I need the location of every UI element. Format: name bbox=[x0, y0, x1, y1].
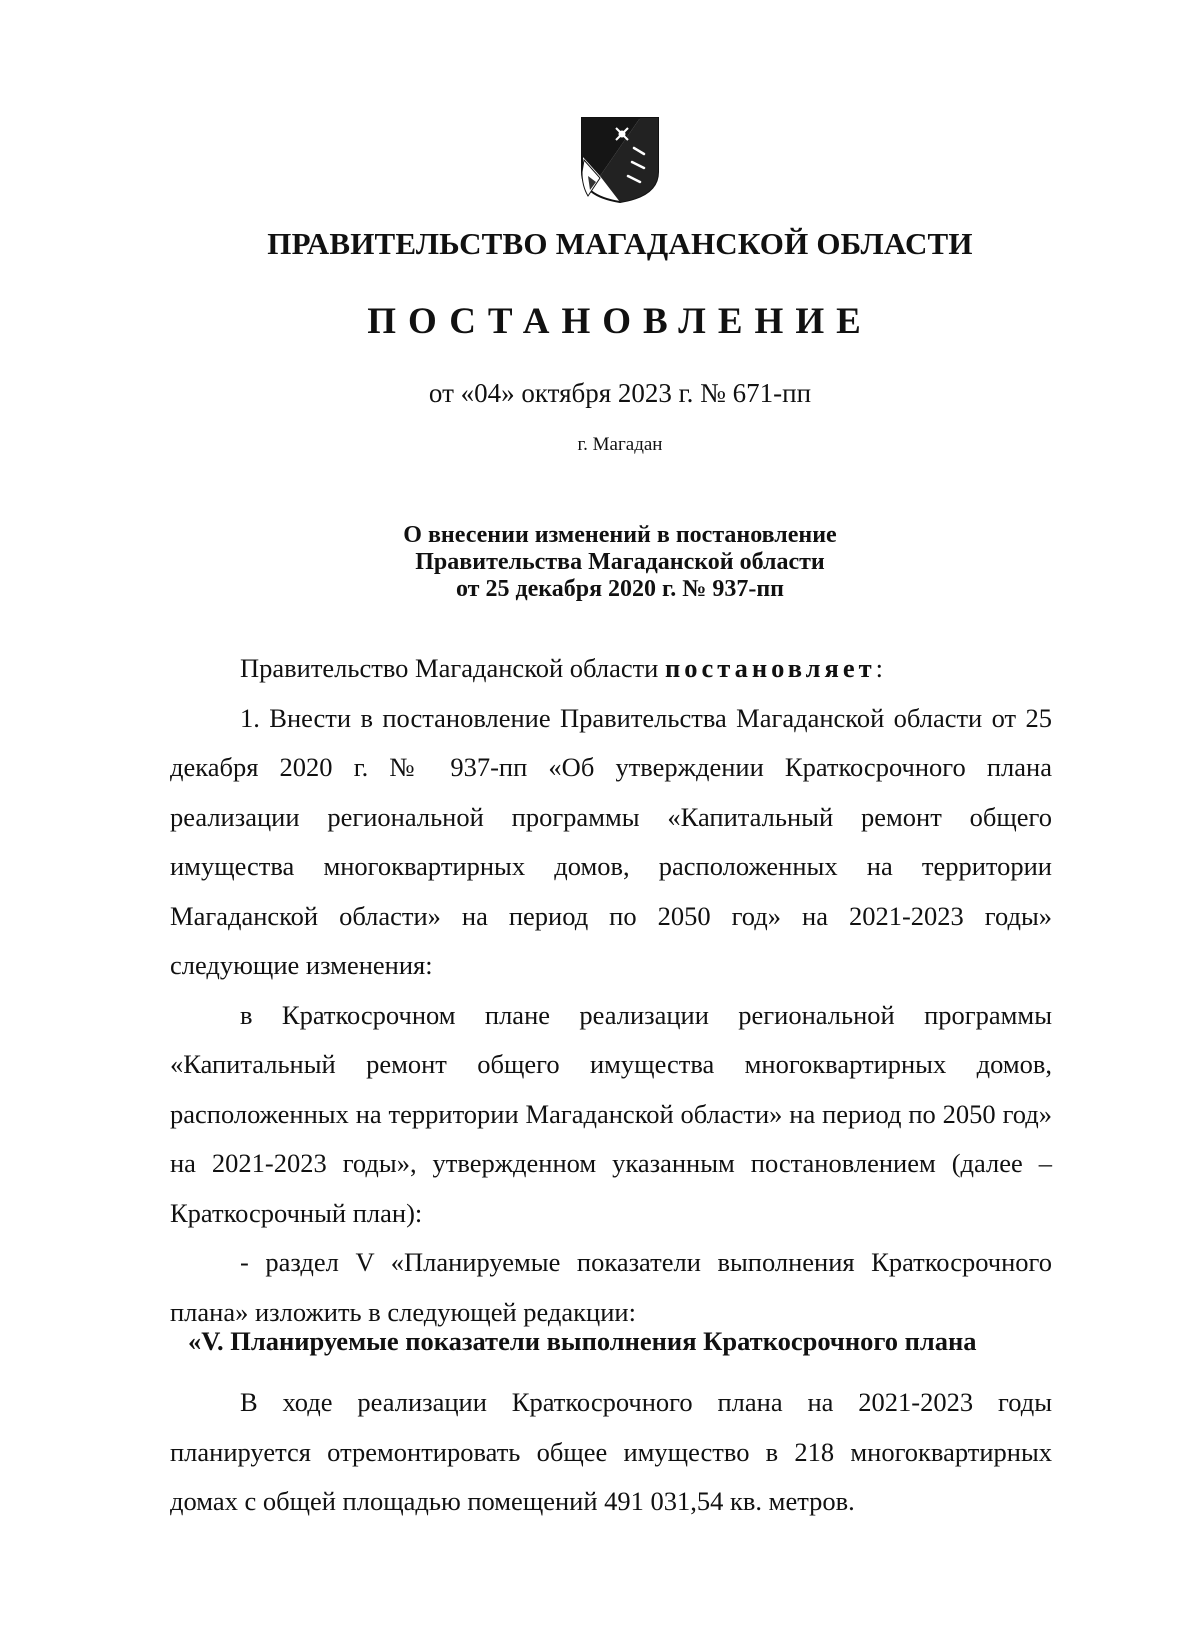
preamble-verb: постановляет bbox=[664, 653, 876, 683]
coat-of-arms-icon bbox=[578, 116, 662, 204]
preamble-suffix: : bbox=[875, 653, 884, 683]
subject-line-1: О внесении изменений в постановление bbox=[403, 522, 837, 548]
preamble-prefix: Правительство Магаданской области bbox=[240, 653, 659, 683]
preamble bbox=[170, 644, 1052, 694]
subject-line-3: от 25 декабря 2020 г. № 937-пп bbox=[455, 576, 785, 602]
paragraph-3: - раздел V «Планируемые показатели выполнения Краткосрочного плана» изложить в следующей редакции: bbox=[170, 1247, 1052, 1327]
document-city: г. Магадан bbox=[577, 434, 663, 455]
document-body-top bbox=[170, 644, 1052, 1337]
government-title: ПРАВИТЕЛЬСТВО МАГАДАНСКОЙ ОБЛАСТИ bbox=[267, 226, 973, 261]
paragraph-4: В ходе реализации Краткосрочного плана на 2021-2023 годы планируется отремонтировать общее имущество в 218 многоквартирных домах с общей площадью помещений 491 031,54 кв. метров. bbox=[170, 1387, 1052, 1516]
document-type: ПОСТАНОВЛЕНИЕ bbox=[367, 301, 873, 342]
document-date-number: от «04» октября 2023 г. № 671-пп bbox=[428, 378, 812, 408]
section-heading: «V. Планируемые показатели выполнения Краткосрочного плана bbox=[188, 1326, 977, 1356]
document-subject bbox=[0, 522, 1200, 603]
document-body-bottom bbox=[170, 1378, 1052, 1527]
subject-line-2: Правительства Магаданской области bbox=[415, 549, 825, 575]
paragraph-1: 1. Внести в постановление Правительства Магаданской области от 25 декабря 2020 г. № 937-пп «Об утверждении Краткосрочного плана реализации региональной программы «Капитальный ремонт общего имущества многоквартирных домов, расположенных на территории Магаданской области» на период по 2050 год» на 2021-2023 годы» следующие изменения: bbox=[170, 702, 1052, 980]
paragraph-2: в Краткосрочном плане реализации региональной программы «Капитальный ремонт общего имущества многоквартирных домов, расположенных на территории Магаданской области» на период по 2050 год» на 2021-2023 годы», утвержденном указанным постановлением (далее – Краткосрочный план): bbox=[170, 999, 1052, 1228]
